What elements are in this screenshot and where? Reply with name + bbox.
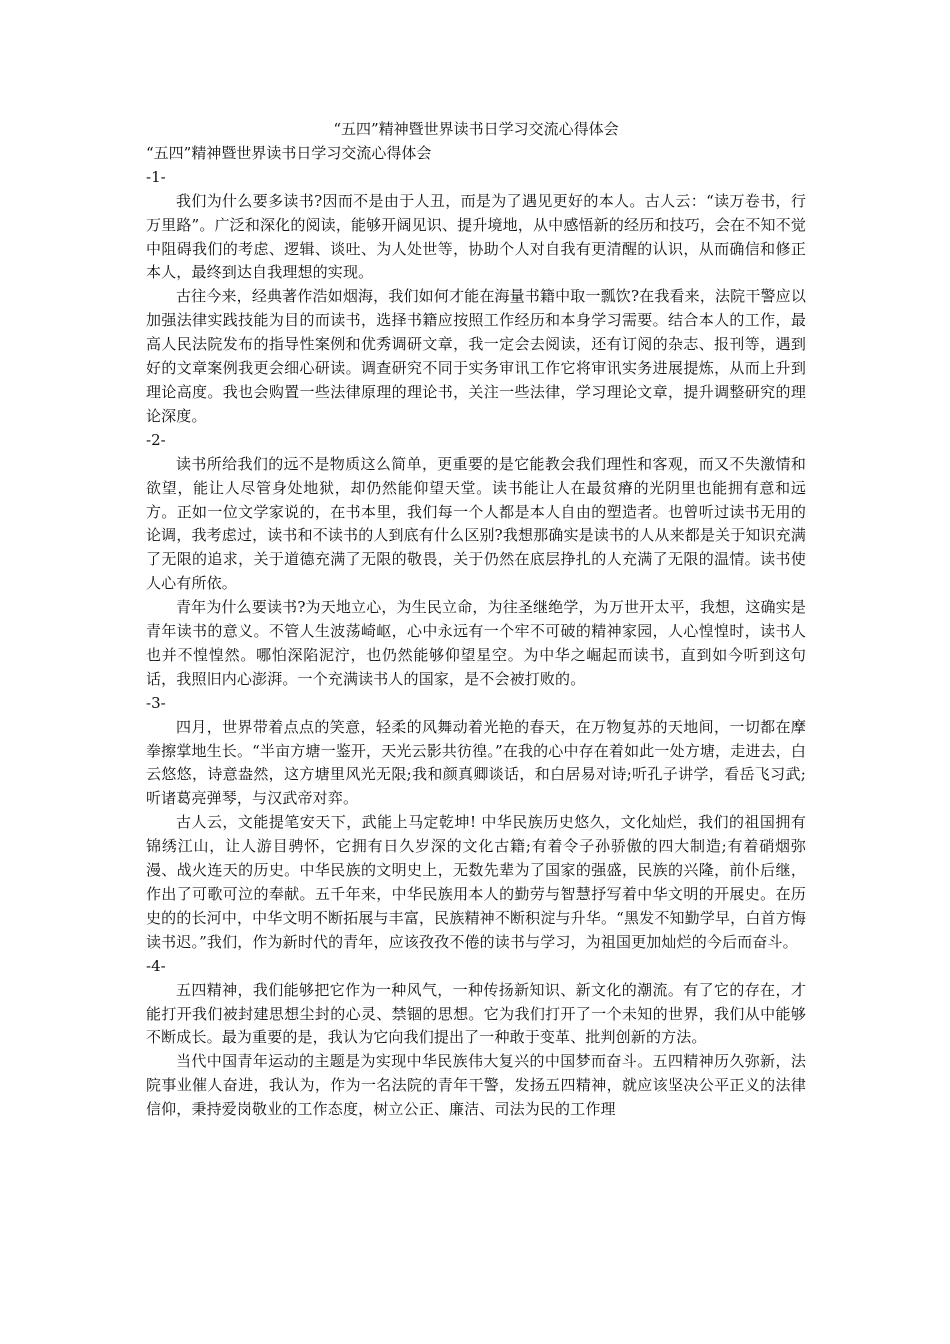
- document-title: “五四”精神暨世界读书日学习交流心得体会: [333, 120, 619, 138]
- paragraph: 古人云，文能提笔安天下，武能上马定乾坤! 中华民族历史悠久，文化灿烂，我们的祖国拥有锦绣江山，让人游目骋怀，它拥有日久岁深的文化古籍;有着令子孙骄傲的四大制造;有着硝烟弥漫、战火连天的历史。中华民族的文明史上，无数先辈为了国家的强盛，民族的兴隆，前仆后继，作出了可歌可泣的奉献。五千年来，中华民族用本人的勤劳与智慧抒写着中华文明的开展史。在历史的的长河中，中华文明不断拓展与丰富，民族精神不断积淀与升华。“黑发不知勤学早，白首方悔读书迟。”我们，作为新时代的青年，应该孜孜不倦的读书与学习，为祖国更加灿烂的今后而奋斗。: [146, 813, 806, 951]
- document-page: [146, 118, 806, 1122]
- section-marker: -4-: [146, 956, 166, 975]
- section-2: [146, 429, 806, 692]
- paragraph: 五四精神，我们能够把它作为一种风气，一种传扬新知识、新文化的潮流。有了它的存在，才能打开我们被封建思想尘封的心灵、禁锢的思想。它为我们打开了一个未知的世界，我们从中能够不断成长。最为重要的是，我认为它向我们提出了一种敢于变革、批判创新的方法。: [146, 980, 806, 1047]
- paragraph: 四月，世界带着点点的笑意，轻柔的风舞动着光艳的春天，在万物复苏的天地间，一切都在摩拳擦掌地生长。“半亩方塘一鉴开，天光云影共彷徨。”在我的心中存在着如此一处方塘，走进去，白云悠悠，诗意盎然，这方塘里风光无限;我和颜真卿谈话，和白居易对诗;听孔子讲学，看岳飞习武;听诸葛亮弹琴，与汉武帝对弈。: [146, 717, 806, 808]
- paragraph: 古往今来，经典著作浩如烟海，我们如何才能在海量书籍中取一瓢饮?在我看来，法院干警应以加强法律实践技能为目的而读书，选择书籍应按照工作经历和本身学习需要。结合本人的工作，最高人民法院发布的指导性案例和优秀调研文章，我一定会去阅读，还有订阅的杂志、报刊等，遇到好的文章案例我更会细心研读。调查研究不同于实务审讯工作它将审讯实务进展提炼，从而上升到理论高度。我也会购置一些法律原理的理论书，关注一些法律，学习理论文章，提升调整研究的理论深度。: [146, 287, 806, 425]
- section-marker: -2-: [146, 430, 166, 449]
- paragraph: 读书所给我们的远不是物质这么简单，更重要的是它能教会我们理性和客观，而又不失激情和欲望，能让人尽管身处地狱，却仍然能仰望天堂。读书能让人在最贫瘠的光阴里也能拥有意和远方。正如一位文学家说的，在书本里，我们每一个人都是本人自由的塑造者。也曾听过读书无用的论调，我考虑过，读书和不读书的人到底有什么区别?我想那确实是读书的人从来都是关于知识充满了无限的追求，关于道德充满了无限的敬畏，关于仍然在底层挣扎的人充满了无限的温情。读书使人心有所依。: [146, 454, 806, 593]
- section-3: [146, 692, 806, 955]
- section-marker: -3-: [146, 693, 166, 712]
- section-4: [146, 955, 806, 1122]
- section-1: [146, 166, 806, 429]
- paragraph: 青年为什么要读书?为天地立心，为生民立命，为往圣继绝学，为万世开太平，我想，这确实是青年读书的意义。不管人生波荡崎岖，心中永远有一个牢不可破的精神家园，人心惶惶时，读书人也并不惶惶然。哪怕深陷泥泞，也仍然能够仰望星空。为中华之崛起而读书，直到如今听到这句话，我照旧内心澎湃。一个充满读书人的国家，是不会被打败的。: [146, 598, 806, 688]
- document-subtitle: “五四”精神暨世界读书日学习交流心得体会: [146, 143, 432, 162]
- paragraph: 当代中国青年运动的主题是为实现中华民族伟大复兴的中国梦而奋斗。五四精神历久弥新，法院事业催人奋进，我认为，作为一名法院的青年干警，发扬五四精神，就应该坚决公平正义的法律信仰，秉持爱岗敬业的工作态度，树立公正、廉洁、司法为民的工作理: [146, 1052, 806, 1119]
- paragraph: 我们为什么要多读书?因而不是由于人丑，而是为了遇见更好的本人。古人云：“读万卷书，行万里路”。广泛和深化的阅读，能够开阔见识、提升境地，从中感悟新的经历和技巧，会在不知不觉中阻碍我们的考虑、逻辑、谈吐、为人处世等，协助个人对自我有更清醒的认识，从而确信和修正本人，最终到达自我理想的实现。: [146, 191, 806, 282]
- section-marker: -1-: [146, 167, 166, 186]
